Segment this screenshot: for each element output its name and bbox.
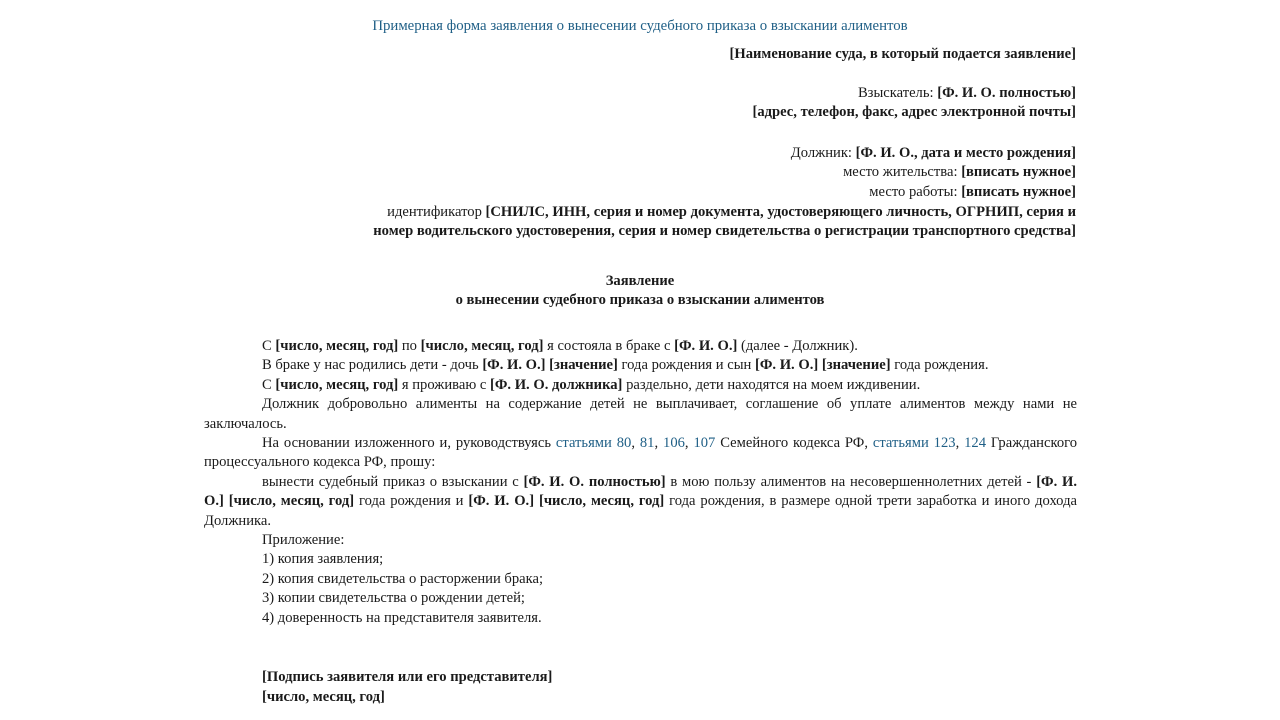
claimant-contacts-line — [753, 103, 1077, 122]
debtor-line — [791, 144, 1076, 163]
placeholder: [число, месяц, год] — [228, 493, 355, 510]
placeholder: [число, месяц, год] — [420, 338, 544, 354]
link-family-code-106[interactable]: 106 — [663, 435, 685, 452]
text: В браке у нас родились дети - дочь — [262, 357, 483, 374]
paragraph-no-payment: Должник добровольно алименты на содержание детей не выплачивает, соглашение об уплате алиментов между нами не заключалось. — [204, 396, 1077, 432]
text: по — [398, 338, 421, 354]
text: года рождения. — [890, 357, 989, 374]
text: , — [654, 435, 664, 452]
placeholder: [Ф. И. О.] — [674, 338, 738, 354]
form-title: Примерная форма заявления о вынесении судебного приказа о взыскании алиментов — [372, 18, 908, 34]
placeholder: [Ф. И. О.] — [468, 493, 535, 510]
placeholder: [Ф. И. О.] — [755, 357, 819, 374]
text: я состояла в браке с — [543, 338, 675, 354]
text: (далее - Должник). — [737, 338, 858, 354]
identifier-block — [250, 203, 1076, 242]
text: , — [955, 435, 965, 452]
paragraph-legal-basis — [204, 434, 1077, 473]
link-family-code-80[interactable]: статьями 80 — [555, 435, 632, 452]
claimant-fio: [Ф. И. О. полностью] — [937, 85, 1076, 101]
link-family-code-107[interactable]: 107 — [693, 435, 716, 452]
placeholder: [число, месяц, год] — [538, 493, 665, 510]
placeholder: [Ф. И. О. должника] — [490, 376, 623, 393]
statement-subheading: о вынесении судебного приказа о взыскании алиментов — [455, 292, 825, 308]
attachment-item: 4) доверенность на представителя заявителя. — [262, 609, 542, 626]
claimant-block — [753, 84, 1077, 123]
claimant-line — [753, 84, 1077, 103]
text: С — [262, 376, 276, 393]
placeholder: [значение] — [549, 357, 618, 374]
identifier-value-2: номер водительского удостоверения, серия и номер свидетельства о регистрации транспортного средства] — [373, 223, 1076, 240]
residence-label: место жительства: — [843, 164, 958, 181]
residence-line — [791, 163, 1076, 182]
placeholder: [Ф. И. О.] — [204, 473, 1077, 510]
identifier-value-1: [СНИЛС, ИНН, серия и номер документа, удостоверяющего личность, ОГРНИП, серия и — [485, 204, 1076, 220]
text: года рождения и — [354, 493, 469, 510]
paragraph-separate-living — [204, 376, 1077, 395]
placeholder: [значение] — [821, 357, 891, 374]
text: На основании изложенного и, руководствуясь — [262, 435, 556, 452]
text: Гражданского процессуального кодекса РФ, прошу: — [204, 435, 1078, 471]
attachment-item: 3) копии свидетельства о рождении детей; — [262, 590, 525, 607]
text: года рождения и сын — [617, 357, 755, 374]
placeholder: [Ф. И. О.] — [482, 357, 546, 374]
text: в мою пользу алиментов на несовершеннолетних детей - — [665, 473, 1037, 490]
attachment-item: 1) копия заявления; — [262, 551, 384, 568]
placeholder: [число, месяц, год] — [275, 376, 399, 393]
identifier-line-1 — [250, 203, 1076, 222]
text: года рождения, в размере одной трети заработка и иного дохода Должника. — [204, 493, 1077, 529]
link-family-code-81[interactable]: 81 — [639, 435, 655, 452]
identifier-line-2 — [250, 222, 1076, 241]
placeholder: [Ф. И. О. полностью] — [523, 473, 666, 490]
identifier-label: идентификатор — [387, 204, 482, 220]
text: Семейного кодекса РФ, — [715, 435, 873, 452]
debtor-label: Должник: — [790, 145, 852, 161]
text: С — [262, 338, 276, 354]
link-civil-procedure-123[interactable]: статьями 123 — [872, 435, 956, 452]
signature-date: [число, месяц, год] — [262, 689, 385, 705]
work-value: [вписать нужное] — [961, 183, 1076, 200]
claimant-contacts: [адрес, телефон, факс, адрес электронной почты] — [752, 104, 1076, 121]
debtor-fio: [Ф. И. О., дата и место рождения] — [855, 145, 1076, 161]
paragraph-marriage — [204, 337, 1077, 356]
claimant-label: Взыскатель: — [857, 85, 934, 101]
text: вынести судебный приказ о взыскании с — [262, 473, 524, 490]
court-name — [729, 45, 1076, 64]
court-placeholder: [Наименование суда, в который подается заявление] — [729, 46, 1076, 62]
paragraph-request — [204, 473, 1077, 531]
text: я проживаю с — [398, 376, 491, 393]
text: , — [631, 435, 640, 452]
text: , — [684, 435, 694, 452]
work-label: место работы: — [869, 183, 958, 200]
attachment-item: 2) копия свидетельства о расторжении брака; — [262, 570, 544, 587]
text: раздельно, дети находятся на моем иждивении. — [622, 376, 921, 393]
statement-heading: Заявление — [605, 273, 675, 289]
paragraph-children — [204, 356, 1077, 375]
residence-value: [вписать нужное] — [961, 164, 1076, 181]
attachments-label: Приложение: — [262, 532, 345, 549]
work-line — [791, 183, 1076, 202]
signature-placeholder: [Подпись заявителя или его представителя] — [262, 669, 553, 685]
statement-body — [204, 337, 1077, 628]
debtor-block — [791, 144, 1076, 202]
placeholder: [число, месяц, год] — [275, 338, 399, 354]
link-civil-procedure-124[interactable]: 124 — [964, 435, 987, 452]
